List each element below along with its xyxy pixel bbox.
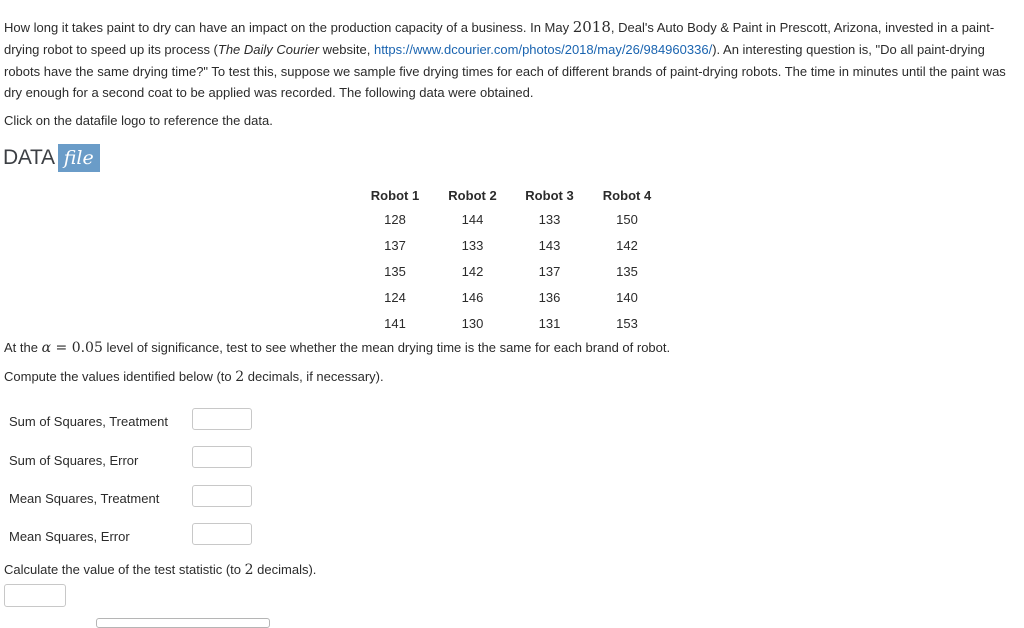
table-cell: 131 [538,315,561,331]
intro-text-a: How long it takes paint to dry can have an impact on the production capacity of a business. In May [4,20,573,35]
ms-error-input[interactable] [192,523,252,545]
column-header: Robot 1 [370,187,420,203]
table-row [356,206,666,232]
table-cell: 143 [538,237,561,253]
alpha-value: 0.05 [71,340,103,356]
table-cell: 146 [461,289,484,305]
column-header: Robot 4 [602,187,652,203]
calc-text-post: decimals). [253,562,317,577]
ms-treatment-label: Mean Squares, Treatment [9,491,160,506]
source-name: The Daily Courier [217,41,320,57]
table-row [356,258,666,284]
compute-decimals: 2 [235,369,245,385]
table-cell: 150 [616,211,638,227]
calc-text-pre: Calculate the value of the test statistic (to [4,562,245,577]
intro-text-b: , Deal's Auto Body & Paint in Prescott, Arizona, invested in a paint-drying robot to speed up its process ( [4,20,995,57]
column-header: Robot 3 [525,187,574,203]
compute-text-pre: Compute the values identified below (to [4,369,236,384]
significance-text-pre: At the [4,340,42,355]
alpha-symbol: α [41,340,52,356]
table-row [356,232,666,258]
datafile-logo-data-text: DATA [3,146,55,169]
table-cell: 142 [461,263,484,279]
year-value: 2018 [572,18,611,36]
next-answer-dropdown[interactable] [96,618,270,628]
table-cell: 130 [461,315,484,331]
table-header-row [356,184,666,206]
table-cell: 136 [538,289,561,305]
ss-treatment-label: Sum of Squares, Treatment [9,414,168,429]
test-statistic-input[interactable] [4,584,66,607]
datafile-logo[interactable] [3,143,100,173]
significance-instruction [4,340,670,356]
significance-text-post: level of significance, test to see whether the mean drying time is the same for each brand of robot. [102,340,671,355]
table-cell: 140 [616,289,638,305]
calc-decimals: 2 [244,562,254,578]
table-cell: 141 [384,315,406,331]
compute-instruction [4,369,384,385]
equals-sign: = [51,340,72,356]
table-row [356,310,666,336]
ss-error-label: Sum of Squares, Error [9,453,139,468]
ss-treatment-input[interactable] [192,408,252,430]
table-row [356,284,666,310]
table-cell: 137 [384,237,406,253]
source-link[interactable]: https://www.dcourier.com/photos/2018/may/26/984960336/ [373,41,713,57]
table-cell: 124 [384,289,406,305]
column-header: Robot 2 [448,187,497,203]
intro-text-c: website, [319,41,374,57]
intro-text-d: ). An interesting question is, "Do all paint-drying robots have the same drying time?" To test this, suppose we sample five drying times for each of different brands of paint-drying robots. The time in minutes until the paint was dry enough for a second coat to be applied was recorded. The following data were obtained. [4,41,1006,101]
datafile-instruction: Click on the datafile logo to reference the data. [4,113,273,128]
ss-error-input[interactable] [192,446,252,468]
table-cell: 133 [538,211,561,227]
test-statistic-instruction [4,562,316,578]
table-cell: 128 [384,211,406,227]
table-cell: 133 [461,237,484,253]
table-cell: 153 [616,315,638,331]
drying-times-table [356,184,666,336]
datafile-logo-file-text: file [58,144,100,172]
ms-error-label: Mean Squares, Error [9,529,130,544]
table-cell: 137 [538,263,561,279]
table-cell: 142 [616,237,638,253]
compute-text-post: decimals, if necessary). [244,369,384,384]
table-cell: 135 [616,263,638,279]
table-cell: 135 [384,263,406,279]
ms-treatment-input[interactable] [192,485,252,507]
table-cell: 144 [461,211,484,227]
problem-paragraph [4,17,1016,104]
